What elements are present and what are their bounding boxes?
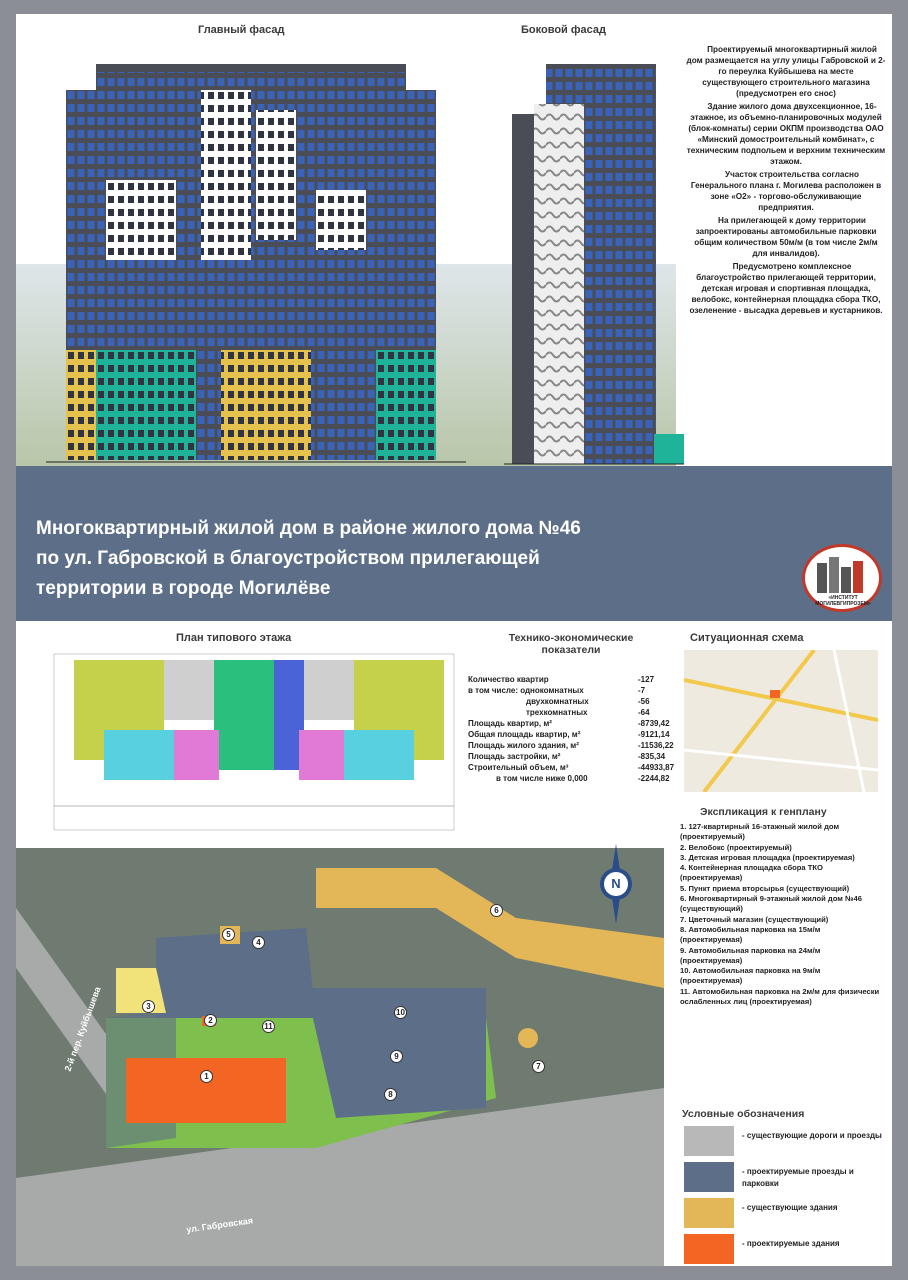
description-paragraph: Проектируемый многоквартирный жилой дом размещается на углу улицы Габровской и 2-го переулка Куйбышева на месте существующего строительного магазина (предусмотрен его снос) [686, 45, 886, 98]
banner-title [36, 514, 796, 604]
stat-row [468, 751, 690, 762]
stat-label: Площадь жилого здания, м² [468, 741, 579, 750]
side-facade-title: Боковой фасад [521, 24, 606, 36]
legend-text: - существующие здания [742, 1203, 838, 1212]
explication-title: Экспликация к генплану [700, 806, 827, 818]
genplan-number: 2 [204, 1014, 217, 1027]
description-paragraph: На прилегающей к дому территории запроектированы автомобильные парковки общим количеством 50м/м (в том числе 2м/м для инвалидов). [694, 216, 878, 258]
stat-row [468, 707, 690, 718]
stat-label: в том числе ниже 0,000 [496, 774, 588, 783]
situation-title: Ситуационная схема [690, 632, 804, 644]
street-label-gabrovskaya: ул. Габровская [185, 1215, 254, 1235]
stat-row [468, 685, 690, 696]
stat-row [468, 718, 690, 729]
explication-item: 2. Велобокс (проектируемый) [680, 842, 792, 852]
banner-title-line: по ул. Габровской в благоустройством прилегающей [36, 548, 540, 569]
genplan-number: 8 [384, 1088, 397, 1101]
poster-sheet [16, 14, 892, 1266]
title-banner [16, 466, 892, 621]
genplan-number: 3 [142, 1000, 155, 1013]
compass-icon [596, 844, 636, 924]
stat-label: в том числе: однокомнатных [468, 686, 584, 695]
description-paragraph: Здание жилого дома двухсекционное, 16-этажное, из объемно-планировочных модулей (блок-комнаты) серии ОКПМ производства ОАО «Минский домостроительный комбинат», с техническим подпольем и верхним техническим этажом. [686, 102, 886, 166]
stat-label: трехкомнатных [526, 708, 588, 717]
legend-item [684, 1234, 884, 1268]
explication-item: 1. 127-квартирный 16-этажный жилой дом (проектируемый) [680, 822, 840, 842]
description-paragraph: Участок строительства согласно Генерального плана г. Могилева расположен в зоне «О2» - торгово-обслуживающие предприятия. [690, 170, 882, 212]
stat-value: -7 [638, 686, 646, 695]
stats-title: Технико-экономические показатели [508, 632, 634, 656]
legend-title: Условные обозначения [682, 1108, 805, 1120]
explication-item: 3. Детская игровая площадка (проектируемая) [680, 852, 855, 862]
legend-text: - существующие дороги и проезды [742, 1131, 882, 1140]
stat-label: Площадь застройки, м² [468, 752, 561, 761]
genplan-number: 7 [532, 1060, 545, 1073]
side-facade-drawing [504, 54, 684, 466]
project-description [686, 44, 886, 318]
genplan-number: 6 [490, 904, 503, 917]
explication-item: 10. Автомобильная парковка на 9м/м (проектируемая) [680, 966, 821, 986]
stat-row [468, 773, 690, 784]
genplan-number: 10 [394, 1006, 407, 1019]
stat-value: -8739,42 [638, 719, 670, 728]
legend-item [684, 1198, 884, 1232]
stat-value: -64 [638, 708, 650, 717]
stat-row [468, 762, 690, 773]
explication-item: 5. Пункт приема вторсырья (существующий) [680, 883, 850, 893]
explication-list [680, 822, 880, 1007]
explication-item: 11. Автомобильная парковка на 2м/м для физически ослабленных лиц (проектируемая) [680, 986, 880, 1007]
legend-text: - проектируемые проезды и парковки [742, 1167, 854, 1188]
explication-item: 4. Контейнерная площадка сбора ТКО (проектируемая) [680, 863, 823, 883]
genplan-number: 5 [222, 928, 235, 941]
stat-row [468, 729, 690, 740]
compass-letter: N [611, 876, 621, 891]
main-facade-drawing [46, 50, 466, 466]
explication-item: 7. Цветочный магазин (существующий) [680, 914, 829, 924]
stat-row [468, 696, 690, 707]
stat-value: -44933,87 [638, 763, 675, 772]
stat-label: Общая площадь квартир, м² [468, 730, 581, 739]
legend-swatch [684, 1234, 734, 1264]
situation-map [684, 650, 878, 792]
logo-text: «ИНСТИТУТ МОГИЛЕВГИПРОЗЕМ» [815, 595, 871, 607]
building-logo-icon [805, 553, 879, 595]
genplan-map [16, 848, 664, 1266]
genplan-number: 9 [390, 1050, 403, 1063]
legend-item [684, 1126, 884, 1160]
stat-label: Площадь квартир, м² [468, 719, 552, 728]
stat-row [468, 740, 690, 751]
explication-item: 9. Автомобильная парковка на 24м/м (проектируемая) [680, 945, 821, 965]
stat-value: -9121,14 [638, 730, 670, 739]
stat-label: Строительный объем, м³ [468, 763, 569, 772]
street-label-kuibysheva: 2-й пер. Куйбышева [62, 985, 103, 1073]
legend-text: - проектируемые здания [742, 1239, 840, 1248]
legend-swatch [684, 1198, 734, 1228]
banner-title-line: Многоквартирный жилой дом в районе жилого дома №46 [36, 518, 581, 539]
explication-item: 6. Многоквартирный 9-этажный жилой дом №46 (существующий) [680, 894, 862, 914]
stat-value: -2244,82 [638, 774, 670, 783]
legend-swatch [684, 1162, 734, 1192]
genplan-number: 1 [200, 1070, 213, 1083]
legend-item [684, 1162, 884, 1196]
stat-value: -835,34 [638, 752, 666, 761]
legend-swatch [684, 1126, 734, 1156]
institute-logo [802, 544, 882, 612]
stat-label: двухкомнатных [526, 697, 589, 706]
stat-row [468, 674, 690, 685]
genplan-number: 4 [252, 936, 265, 949]
explication-item: 8. Автомобильная парковка на 15м/м (проектируемая) [680, 924, 821, 945]
description-paragraph: Предусмотрено комплексное благоустройство прилегающей территории, детская игровая и спортивная площадка, велобокс, контейнерная площадка сбора ТКО, озеленение - высадка деревьев и кустарников. [689, 262, 883, 315]
banner-title-line: территории в городе Могилёве [36, 578, 331, 599]
genplan-number: 11 [262, 1020, 275, 1033]
floor-plan-title: План типового этажа [176, 632, 292, 644]
stat-value: -11536,22 [638, 741, 674, 750]
stat-label: Количество квартир [468, 675, 549, 684]
legend-list [684, 1126, 884, 1266]
main-facade-title: Главный фасад [198, 24, 285, 36]
floor-plan-drawing [34, 646, 464, 836]
stat-value: -56 [638, 697, 650, 706]
stats-list [468, 674, 690, 784]
stat-value: -127 [638, 675, 655, 684]
